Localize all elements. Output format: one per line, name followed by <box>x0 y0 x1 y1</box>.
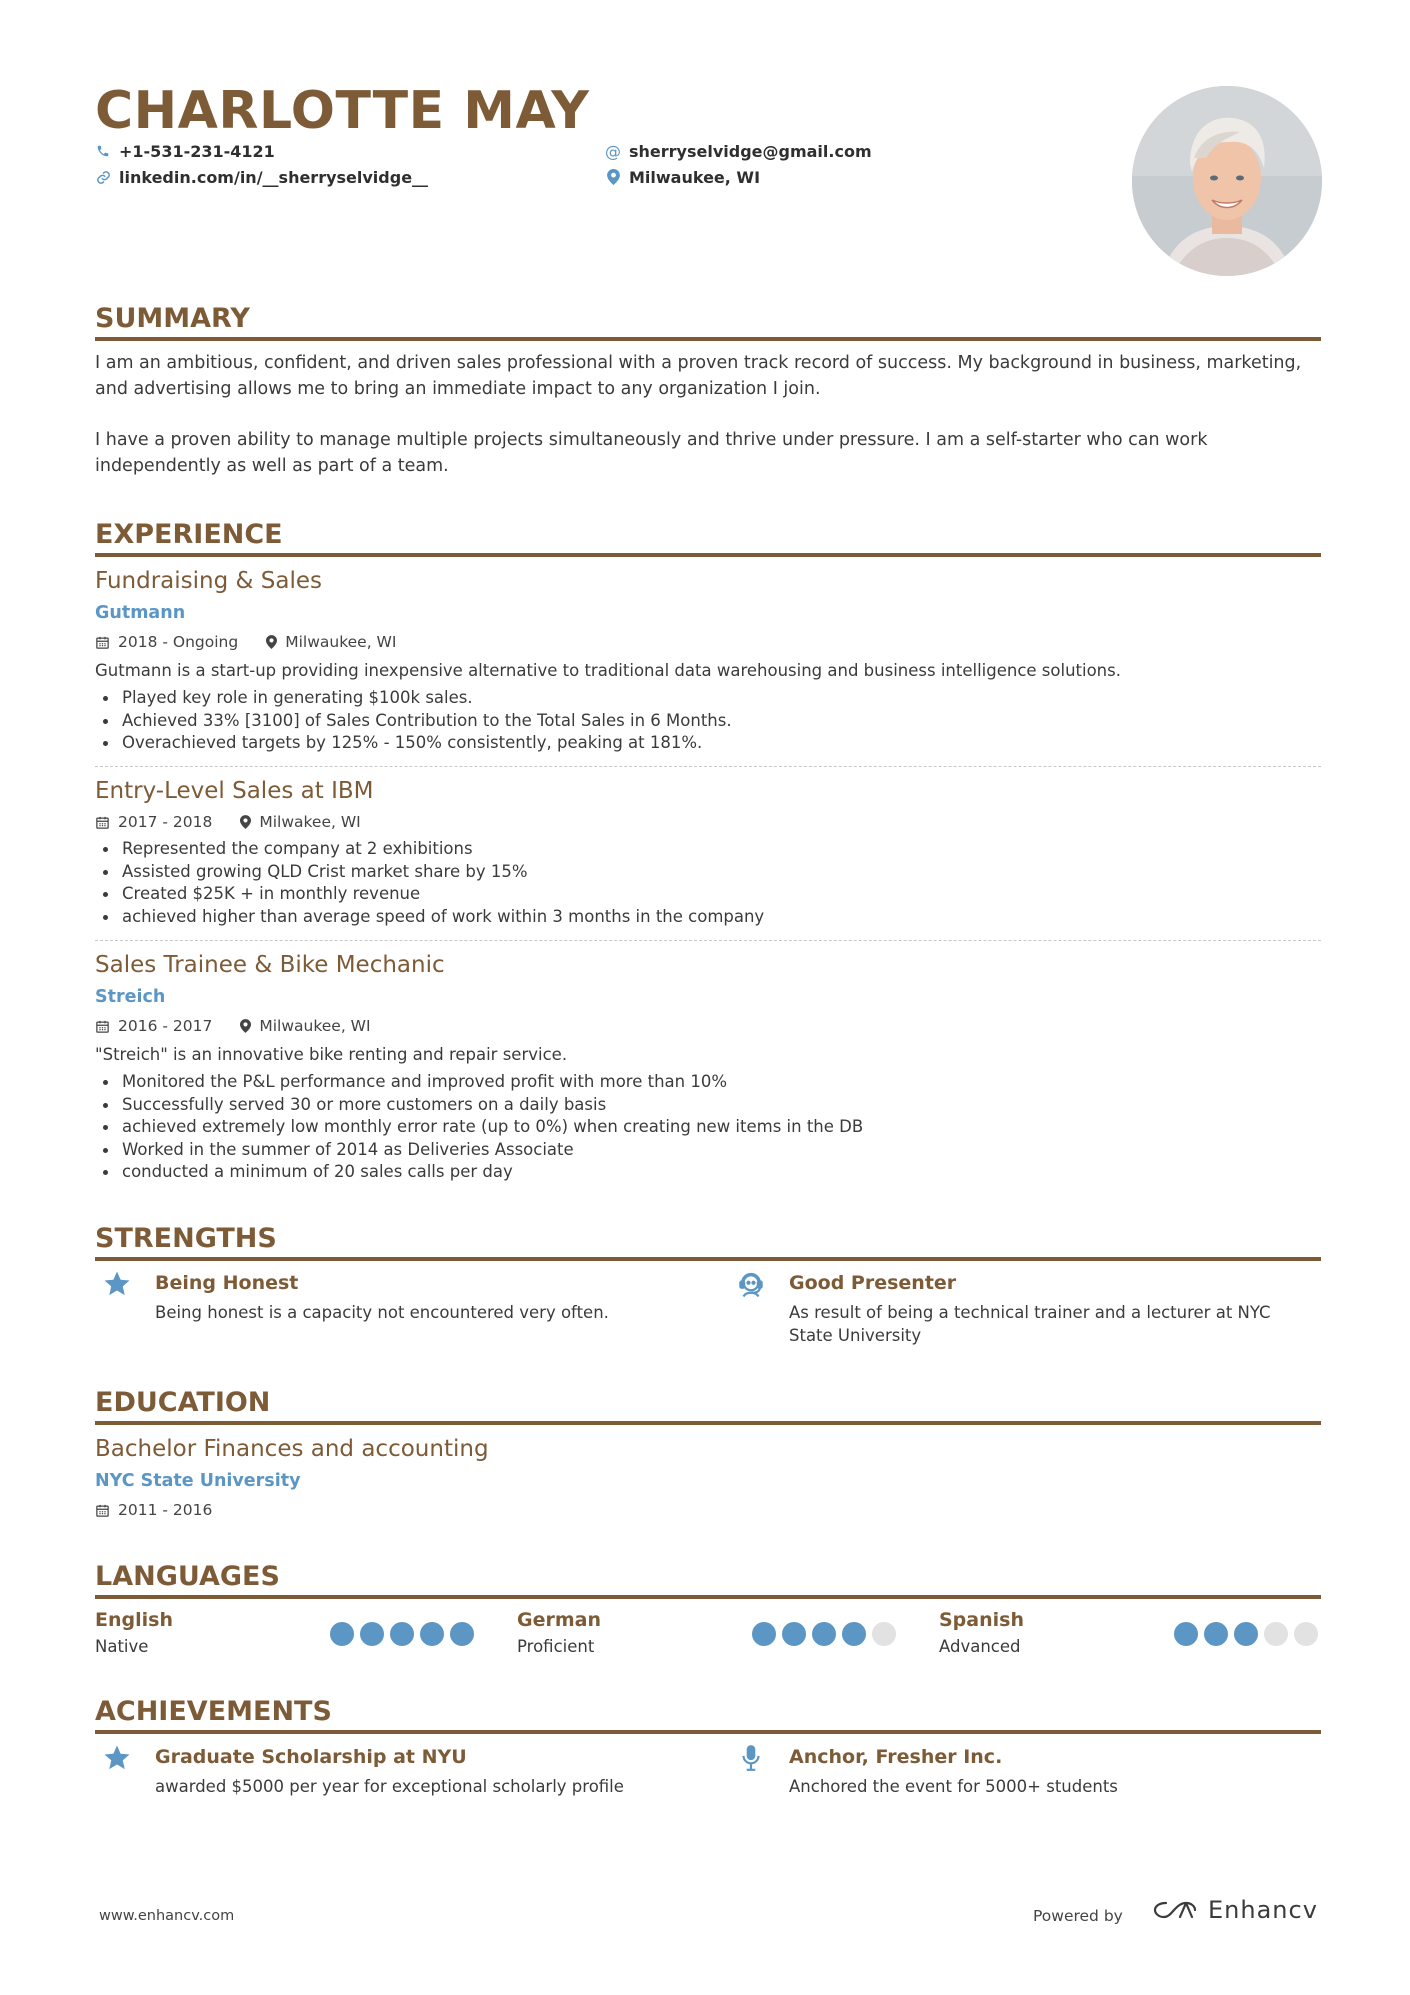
achievement-description: awarded $5000 per year for exceptional scholarly profile <box>155 1777 624 1796</box>
list-item: Successfully served 30 or more customers on a daily basis <box>95 1094 863 1117</box>
email-text[interactable]: sherryselvidge@gmail.com <box>629 141 872 161</box>
summary-divider <box>95 337 1321 341</box>
job-title: Sales Trainee & Bike Mechanic <box>95 952 445 978</box>
job-location-text: Milwakee, WI <box>259 813 361 831</box>
language-name: Spanish <box>939 1609 1024 1631</box>
star-icon <box>100 1741 134 1775</box>
job-location <box>240 1017 370 1035</box>
languages-heading: LANGUAGES <box>95 1561 280 1592</box>
calendar-icon <box>95 1019 110 1034</box>
language-level: Advanced <box>939 1637 1021 1656</box>
education-meta <box>95 1499 240 1521</box>
list-item: Overachieved targets by 125% - 150% consistently, peaking at 181%. <box>95 732 732 755</box>
list-item: Represented the company at 2 exhibitions <box>95 838 764 861</box>
location-text: Milwaukee, WI <box>629 167 761 187</box>
list-item: Played key role in generating $100k sales. <box>95 687 732 710</box>
job-location <box>266 633 396 651</box>
achievement-title: Graduate Scholarship at NYU <box>155 1746 467 1768</box>
contact-location <box>605 166 760 188</box>
languages-divider <box>95 1595 1321 1599</box>
enhancv-logo[interactable] <box>1152 1896 1318 1924</box>
rating-dot-filled <box>842 1622 866 1646</box>
strength-title: Being Honest <box>155 1272 299 1294</box>
list-item: Created $25K + in monthly revenue <box>95 883 764 906</box>
job-meta <box>95 631 424 653</box>
list-item: Monitored the P&L performance and improved profit with more than 10% <box>95 1071 863 1094</box>
rating-dot-filled <box>1204 1622 1228 1646</box>
rating-dot-filled <box>390 1622 414 1646</box>
linkedin-text[interactable]: linkedin.com/in/__sherryselvidge__ <box>119 167 429 187</box>
list-item: Assisted growing QLD Crist market share by 15% <box>95 861 764 884</box>
rating-dot-filled <box>360 1622 384 1646</box>
education-school: NYC State University <box>95 1471 301 1491</box>
at-icon: @ <box>605 141 621 161</box>
job-company: Gutmann <box>95 603 186 623</box>
job-description: "Streich" is an innovative bike renting and repair service. <box>95 1045 568 1064</box>
rating-dot-filled <box>450 1622 474 1646</box>
list-item: conducted a minimum of 20 sales calls per day <box>95 1161 863 1184</box>
job-company: Streich <box>95 987 166 1007</box>
rating-dot-filled <box>330 1622 354 1646</box>
footer-url[interactable]: www.enhancv.com <box>99 1908 235 1924</box>
language-name: German <box>517 1609 601 1631</box>
calendar-icon <box>95 1503 110 1518</box>
microphone-icon <box>734 1741 768 1775</box>
job-title: Entry-Level Sales at IBM <box>95 778 374 804</box>
experience-heading: EXPERIENCE <box>95 519 283 550</box>
job-dates <box>95 1017 212 1035</box>
achievements-divider <box>95 1730 1321 1734</box>
strengths-divider <box>95 1257 1321 1261</box>
star-icon <box>100 1267 134 1301</box>
job-dates-text: 2017 - 2018 <box>118 813 213 831</box>
location-pin-icon <box>240 1019 251 1033</box>
language-level: Native <box>95 1637 149 1656</box>
language-level: Proficient <box>517 1637 595 1656</box>
education-dates <box>95 1501 212 1519</box>
rating-dot-filled <box>812 1622 836 1646</box>
summary-paragraph-2: I have a proven ability to manage multiple projects simultaneously and thrive under pressure. I am a self-starter who can work independently as well as part of a team. <box>95 430 1208 476</box>
profile-photo <box>1132 86 1322 276</box>
job-dates <box>95 633 238 651</box>
rating-dot-filled <box>1174 1622 1198 1646</box>
strength-description: Being honest is a capacity not encountered very often. <box>155 1303 609 1322</box>
list-item: achieved extremely low monthly error rate (up to 0%) when creating new items in the DB <box>95 1116 863 1139</box>
list-item: achieved higher than average speed of work within 3 months in the company <box>95 906 764 929</box>
link-icon <box>95 169 111 185</box>
candidate-name: CHARLOTTE MAY <box>95 81 590 141</box>
list-item: Achieved 33% [3100] of Sales Contribution to the Total Sales in 6 Months. <box>95 710 732 733</box>
rating-dot-empty <box>1264 1622 1288 1646</box>
strengths-heading: STRENGTHS <box>95 1223 277 1254</box>
powered-by-label: Powered by <box>1033 1907 1123 1925</box>
summary-paragraph-1: I am an ambitious, confident, and driven sales professional with a proven track record of success. My background in business, marketing, and advertising allows me to bring an immediate impact to any organization I join. <box>95 353 1302 399</box>
achievements-heading: ACHIEVEMENTS <box>95 1696 332 1727</box>
education-heading: EDUCATION <box>95 1387 271 1418</box>
summary-heading: SUMMARY <box>95 303 250 334</box>
job-meta <box>95 811 389 833</box>
education-degree: Bachelor Finances and accounting <box>95 1436 489 1462</box>
job-separator <box>95 766 1321 767</box>
list-item: Worked in the summer of 2014 as Deliveries Associate <box>95 1139 863 1162</box>
job-description: Gutmann is a start-up providing inexpensive alternative to traditional data warehousing and business intelligence solutions. <box>95 661 1121 680</box>
rating-dot-filled <box>1234 1622 1258 1646</box>
language-rating <box>752 1622 896 1646</box>
education-dates-text: 2011 - 2016 <box>118 1501 213 1519</box>
job-bullets <box>95 1071 863 1184</box>
job-dates-text: 2016 - 2017 <box>118 1017 213 1035</box>
contact-linkedin[interactable] <box>95 166 428 188</box>
strength-title: Good Presenter <box>789 1272 957 1294</box>
education-divider <box>95 1421 1321 1425</box>
experience-divider <box>95 553 1321 557</box>
language-rating <box>330 1622 474 1646</box>
strength-description: As result of being a technical trainer and a lecturer at NYC State University <box>789 1303 1271 1345</box>
job-meta <box>95 1015 399 1037</box>
job-separator <box>95 940 1321 941</box>
job-bullets <box>95 838 764 928</box>
achievement-description: Anchored the event for 5000+ students <box>789 1777 1118 1796</box>
job-location <box>240 813 360 831</box>
language-rating <box>1174 1622 1318 1646</box>
job-bullets <box>95 687 732 755</box>
job-dates <box>95 813 212 831</box>
enhancv-logo-icon <box>1152 1898 1198 1922</box>
calendar-icon <box>95 635 110 650</box>
location-pin-icon <box>266 635 277 649</box>
job-dates-text: 2018 - Ongoing <box>118 633 239 651</box>
location-pin-icon <box>240 815 251 829</box>
achievement-title: Anchor, Fresher Inc. <box>789 1746 1003 1768</box>
phone-text: +1-531-231-4121 <box>119 141 275 161</box>
enhancv-brand-text: Enhancv <box>1208 1896 1318 1924</box>
job-location-text: Milwaukee, WI <box>259 1017 371 1035</box>
rating-dot-filled <box>782 1622 806 1646</box>
presenter-icon <box>734 1267 768 1301</box>
rating-dot-empty <box>1294 1622 1318 1646</box>
job-title: Fundraising & Sales <box>95 568 322 594</box>
rating-dot-empty <box>872 1622 896 1646</box>
job-location-text: Milwaukee, WI <box>285 633 397 651</box>
contact-email[interactable] <box>605 140 872 162</box>
rating-dot-filled <box>752 1622 776 1646</box>
phone-icon <box>95 143 111 159</box>
calendar-icon <box>95 815 110 830</box>
rating-dot-filled <box>420 1622 444 1646</box>
location-pin-icon <box>605 169 621 185</box>
language-name: English <box>95 1609 173 1631</box>
contact-phone <box>95 140 275 162</box>
